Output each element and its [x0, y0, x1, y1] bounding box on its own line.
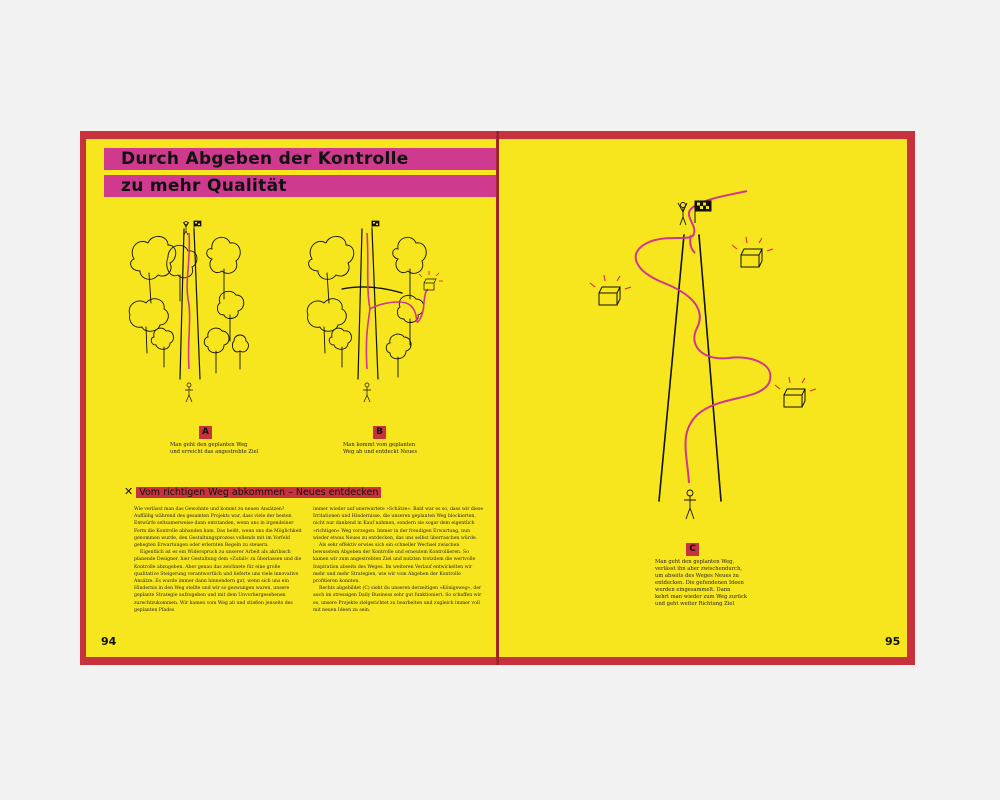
paragraph: Rechts abgebildet (C) sieht du unseren derzeitigen »Königsweg«, der auch im stressigen Daily Business sehr gut funktioniert. So schaffen wir es, unsere Projekte zielgerichtet zu bearbeiten und zugleich immer voll mit neuen Ideen zu sein. [313, 586, 482, 613]
page-title-line-2: zu mehr Qualität [104, 175, 496, 197]
section-heading [124, 485, 381, 498]
right-page-content [499, 139, 907, 657]
illustration-b [302, 219, 462, 409]
illustration-b-caption: Man kommt vom geplanten Weg ab und entdeckt Neues [343, 442, 418, 455]
paragraph: Wie verlässt man das Gewohnte und kommt zu neuen Ansätzen? Auffällig während des gesamten Projekts war, dass viele der besten Entwürfe seltsamerweise dann entstanden, wenn uns in irgendeiner Form die Kontrolle abhanden kam. Das heißt, wenn uns die Möglichkeit genommen wurde, den Gestaltungsprozess vollends mit im Vorfeld gehegten Erwartungen oder erlernten Regeln zu steuern. [134, 507, 302, 549]
page-number-right: 95 [885, 635, 901, 648]
illustration-b-badge: B [373, 426, 386, 439]
illustration-c-badge: C [686, 543, 699, 556]
left-page [80, 131, 498, 665]
right-page [499, 131, 915, 665]
illustration-c-caption: Man geht den geplanten Weg, verlässt ihn aber zwischendurch, um abseits des Weges Neues zu entdecken. Die gefundenen Ideen werden eingesammelt. Dann kehrt man wieder zum Weg zurück und geht weiter Richtung Ziel [655, 559, 747, 607]
page-number-left: 94 [101, 635, 117, 648]
paragraph: immer wieder auf unerwartete »Schätze«. Bald war es so, dass wir diese Irritationen und Hindernisse, die unseren geplanten Weg blockierten, nicht nur dankend in Kauf nahmen, sondern sie sogar dem eigentlich »richtigen« Weg vorzogen. Immer in der freudigen Erwartung, nun wieder etwas Neues zu entdecken, das uns selbst überraschen würde. [313, 507, 484, 541]
text-column-2 [313, 506, 485, 614]
text-column-1 [134, 506, 304, 614]
left-page-content [86, 139, 498, 657]
illustration-a-caption: Man geht den geplanten Weg und erreicht das angestrebte Ziel [170, 442, 259, 455]
illustration-a [124, 219, 254, 409]
page-title-line-1: Durch Abgeben der Kontrolle [104, 148, 496, 170]
paragraph: Eigentlich ist es ein Widerspruch zu unserer Arbeit als akribisch planende Designer, hier Gestaltung dem »Zufall« zu überlassen und die Kontrolle abzugeben. Aber genau das zeichnete für eine große qualitative Steigerung verantwortlich und lieferte uns viele innovative Ansätze. Es wurde immer dann hinnendern gut, wenn sich uns ein Hindernis in den Weg stellte und wir so gezwungen waren, unsere geplante Strategie aufzugeben und mit dem Unvorhergesehenen zurechtzukommen. Wir kamen vom Weg ab und stießen jenseits des geplanten Pfades [134, 550, 302, 613]
section-heading-label: Vom richtigen Weg abkommen – Neues entdecken [136, 487, 381, 498]
paragraph: Als sehr effektiv erwies sich ein schneller Wechsel zwischen bewusstem Abgeben der Kontrolle und erneutem Kontrollieren. So kamen wir zum angestrebten Ziel und nutzten trotzdem die wertvolle Inspiration abseits des Weges. Im weiteren Verlauf entwickelten wir mehr und mehr Strategien, wie wir vom Abgeben der Kontrolle profitieren konnten. [313, 543, 476, 585]
illustration-c [579, 183, 819, 523]
cross-icon: ✕ [124, 485, 134, 498]
illustration-a-badge: A [199, 426, 212, 439]
